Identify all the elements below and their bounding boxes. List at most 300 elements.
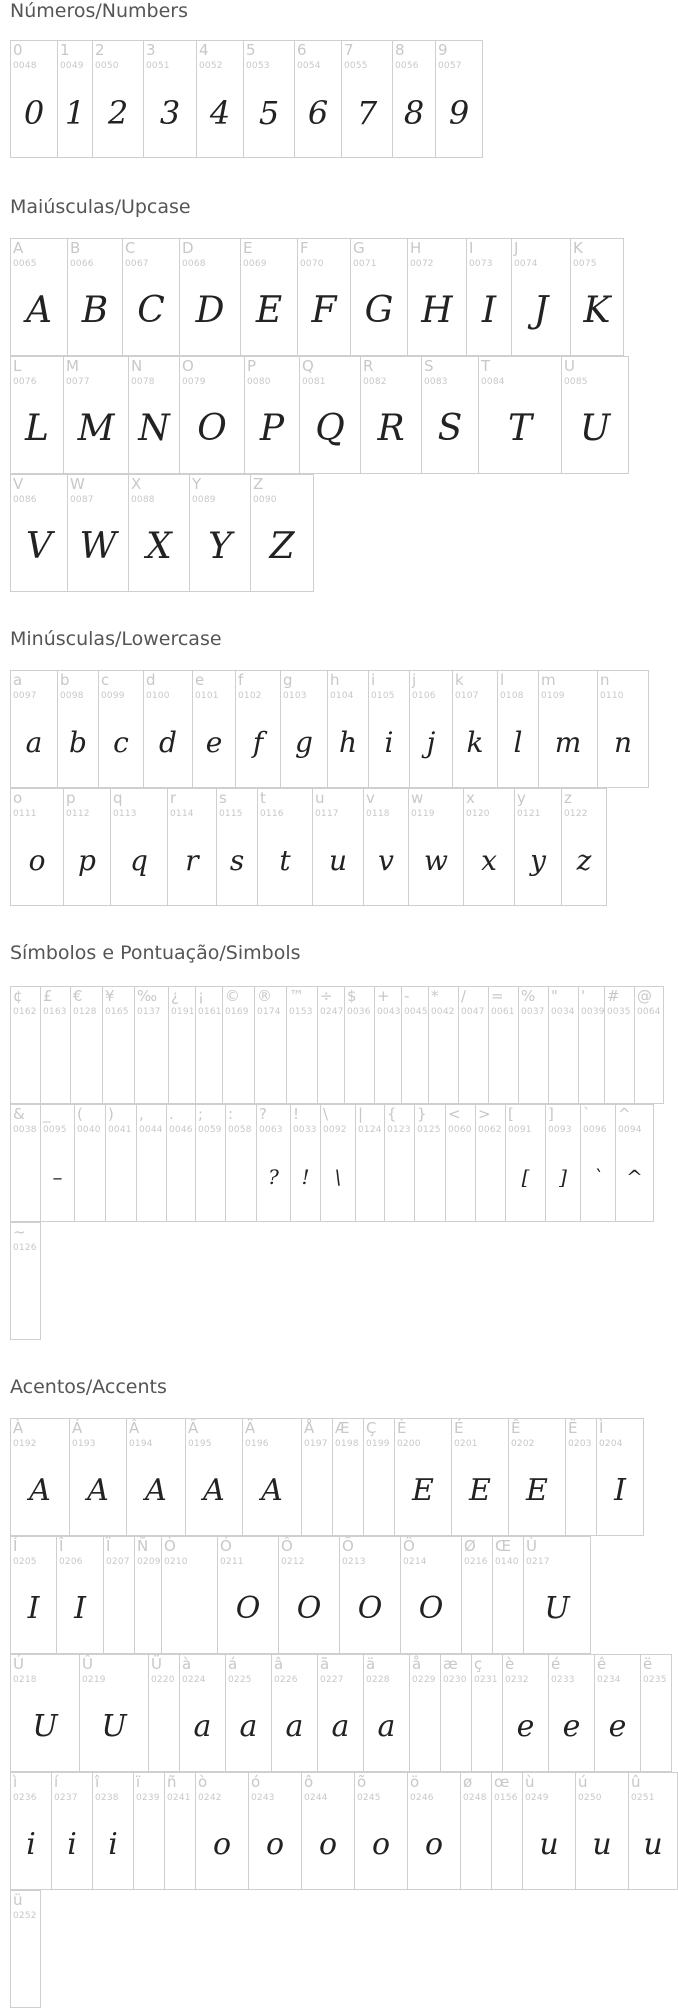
glyph-cell [339,1536,401,1654]
char-label: O [182,357,194,375]
glyph-cell [235,670,281,788]
glyph-cell [488,986,519,1104]
glyph-cell [478,356,562,474]
char-code: 0207 [106,1557,130,1567]
glyph-sample: A [261,1473,283,1508]
char-code: 0126 [13,1243,37,1253]
char-label: R [363,357,374,375]
glyph-sample: P [259,408,285,449]
glyph-cell [250,474,314,592]
char-label: á [228,1655,238,1673]
glyph-cell [466,238,512,356]
char-code: 0209 [137,1557,161,1567]
glyph-sample: W [79,526,117,567]
glyph-sample: Q [315,408,345,449]
char-code: 0201 [454,1439,478,1449]
glyph-sample: i [384,726,394,759]
char-code: 0211 [220,1557,244,1567]
char-label: Á [72,1419,83,1437]
char-code: 0049 [60,61,84,71]
glyph-cell [67,238,123,356]
glyph-sample: I [481,290,497,331]
char-code: 0193 [72,1439,96,1449]
char-code: 0050 [95,61,119,71]
glyph-cell [502,1654,549,1772]
glyph-sample: U [32,1709,58,1744]
char-code: 0174 [257,1007,281,1017]
glyph-sample: C [137,290,165,331]
char-label: z [564,789,572,807]
char-code: 0251 [631,1793,655,1803]
char-code: 0065 [13,259,37,269]
char-code: 0109 [541,691,565,701]
char-label: ê [597,1655,607,1673]
char-label: / [461,987,467,1005]
char-code: 0140 [495,1557,519,1567]
glyph-sample: a [285,1709,304,1744]
char-label: i [371,671,376,689]
glyph-sample: q [130,844,148,877]
glyph-cell [79,1654,149,1772]
glyph-cell [192,670,236,788]
char-label: ` [583,1105,591,1123]
glyph-cell [312,788,364,906]
char-code: 0037 [521,1007,545,1017]
glyph-sample: w [424,844,448,877]
char-label: ú [578,1773,588,1791]
char-label: N [131,357,143,375]
char-code: 0099 [101,691,125,701]
glyph-cell [161,1536,218,1654]
char-code: 0205 [13,1557,37,1567]
glyph-sample: o [265,1827,285,1862]
char-code: 0243 [251,1793,275,1803]
glyph-cell [179,238,241,356]
glyph-cell [243,40,295,158]
glyph-sample: m [554,726,582,759]
char-label: Ï [106,1537,111,1555]
glyph-cell [134,986,169,1104]
char-code: 0093 [548,1125,572,1135]
char-label: Ò [164,1537,176,1555]
char-label: Z [253,475,264,493]
glyph-cell [290,1104,321,1222]
char-code: 0245 [357,1793,381,1803]
char-label: ¥ [105,987,115,1005]
glyph-cell [451,1418,509,1536]
glyph-cell [143,40,197,158]
char-code: 0111 [13,809,37,819]
char-code: 0042 [431,1007,455,1017]
glyph-sample: I [27,1591,40,1626]
char-code: 0064 [637,1007,661,1017]
glyph-cell [570,238,624,356]
char-code: 0046 [169,1125,193,1135]
glyph-row-lowercase [10,670,648,788]
glyph-cell [57,670,99,788]
char-label: J [514,239,519,257]
char-label: ; [198,1105,204,1123]
glyph-cell [491,1772,523,1890]
glyph-cell [511,238,571,356]
glyph-cell [240,238,298,356]
char-code: 0078 [131,377,155,387]
glyph-cell [458,986,489,1104]
char-code: 0085 [564,377,588,387]
glyph-sample: 1 [64,94,86,132]
glyph-sample: 2 [107,94,129,132]
char-label: Ñ [137,1537,149,1555]
glyph-sample: E [412,1473,434,1508]
char-label: ë [643,1655,653,1673]
glyph-cell [195,1104,226,1222]
glyph-sample: O [418,1591,444,1626]
glyph-cell [301,1418,333,1536]
char-label: ] [548,1105,554,1123]
char-label: r [170,789,177,807]
char-label: Í [13,1537,18,1555]
char-code: 0045 [404,1007,428,1017]
glyph-cell [70,986,103,1104]
char-label: e [195,671,205,689]
char-label: ) [108,1105,114,1123]
char-label: > [478,1105,491,1123]
glyph-cell [332,1418,364,1536]
char-code: 0036 [347,1007,371,1017]
char-code: 0112 [66,809,90,819]
char-code: 0220 [151,1675,175,1685]
glyph-row-symbols [10,986,663,1104]
glyph-sample: ? [268,1165,279,1189]
glyph-cell [297,238,351,356]
char-label: Ù [526,1537,537,1555]
char-label: € [73,987,83,1005]
char-label: V [13,475,24,493]
glyph-cell [523,1536,591,1654]
char-label: £ [43,987,53,1005]
glyph-cell [545,1104,581,1222]
glyph-sample: 5 [258,94,280,132]
glyph-cell [628,1772,678,1890]
glyph-cell [217,1536,279,1654]
glyph-cell [164,1772,196,1890]
char-code: 0103 [283,691,307,701]
glyph-sample: ] [559,1165,567,1189]
glyph-cell [167,788,217,906]
glyph-cell [407,238,467,356]
char-code: 0116 [260,809,284,819]
glyph-cell [440,1654,472,1772]
glyph-cell [452,670,498,788]
char-label: % [521,987,536,1005]
char-label: Æ [335,1419,350,1437]
char-label: " [551,987,558,1005]
glyph-cell [580,1104,616,1222]
glyph-sample: a [239,1709,258,1744]
glyph-sample: o [318,1827,338,1862]
glyph-sample: f [252,726,264,759]
char-label: ä [366,1655,376,1673]
glyph-sample: V [26,526,52,567]
char-label: k [455,671,464,689]
char-code: 0119 [411,809,435,819]
char-label: U [564,357,575,375]
char-label: , [139,1105,144,1123]
char-label: G [353,239,365,257]
char-code: 0122 [564,809,588,819]
glyph-cell [363,1418,395,1536]
glyph-cell [475,1104,506,1222]
glyph-cell [256,1104,291,1222]
glyph-cell [286,986,318,1104]
glyph-sample: s [229,844,245,877]
char-label: [ [508,1105,514,1123]
char-code: 0059 [198,1125,222,1135]
char-code: 0161 [198,1007,222,1017]
char-label: c [101,671,110,689]
glyph-cell [350,238,408,356]
glyph-cell [105,1104,137,1222]
glyph-cell [122,238,180,356]
char-label: Õ [342,1537,354,1555]
glyph-row-lowercase [10,788,606,906]
glyph-cell [280,670,328,788]
glyph-sample: o [28,844,46,877]
glyph-cell [294,40,342,158]
char-label: W [70,475,85,493]
char-label: s [219,789,227,807]
char-label: © [225,987,240,1005]
char-label: ~ [13,1223,26,1241]
char-code: 0203 [568,1439,592,1449]
char-code: 0125 [417,1125,441,1135]
char-label: K [573,239,583,257]
glyph-sample: z [576,844,592,877]
char-label: < [448,1105,461,1123]
glyph-cell [51,1772,93,1890]
glyph-cell [634,986,664,1104]
char-label: û [631,1773,641,1791]
glyph-cell [103,1536,135,1654]
char-label: f [238,671,244,689]
glyph-cell [10,1654,80,1772]
char-label: ÷ [320,987,333,1005]
char-label: ì [13,1773,18,1791]
glyph-cell [166,1104,196,1222]
char-code: 0102 [238,691,262,701]
char-code: 0228 [366,1675,390,1685]
char-label: T [481,357,491,375]
char-code: 0095 [43,1125,67,1135]
char-code: 0089 [192,495,216,505]
char-code: 0225 [228,1675,252,1685]
char-code: 0229 [412,1675,436,1685]
glyph-cell [102,986,135,1104]
char-label: à [182,1655,192,1673]
glyph-cell [69,1418,127,1536]
glyph-cell [225,1654,272,1772]
glyph-cell [179,1654,226,1772]
char-code: 0238 [95,1793,119,1803]
char-label: a [13,671,23,689]
char-code: 0241 [167,1793,191,1803]
char-code: 0199 [366,1439,390,1449]
char-code: 0217 [526,1557,550,1567]
char-label: * [431,987,439,1005]
char-code: 0062 [478,1125,502,1135]
glyph-cell [185,1418,243,1536]
char-label: Û [82,1655,93,1673]
glyph-sample: u [643,1827,663,1862]
glyph-cell [408,788,464,906]
glyph-sample: \ [334,1165,342,1189]
char-label: ô [304,1773,314,1791]
char-label: 0 [13,41,23,59]
section-title-lowercase: Minúsculas/Lowercase [10,628,222,650]
glyph-cell [248,1772,302,1890]
glyph-cell [148,1654,180,1772]
char-label: S [424,357,434,375]
char-label: Ì [599,1419,604,1437]
char-label: 7 [344,41,354,59]
glyph-row-accents [10,1772,677,1890]
char-code: 0219 [82,1675,106,1685]
glyph-cell [222,986,255,1104]
glyph-sample: o [424,1827,444,1862]
glyph-sample: u [592,1827,612,1862]
char-label: P [247,357,257,375]
glyph-sample: y [530,844,546,877]
char-label: y [517,789,526,807]
glyph-sample: o [371,1827,391,1862]
glyph-row-accents [10,1418,643,1536]
glyph-sample: B [81,290,109,331]
glyph-cell [242,1418,302,1536]
glyph-cell [428,986,459,1104]
char-code: 0218 [13,1675,37,1685]
glyph-cell [56,1536,104,1654]
glyph-sample: l [513,726,523,759]
char-code: 0247 [320,1007,344,1017]
char-label: Â [129,1419,140,1437]
char-code: 0098 [60,691,84,701]
char-label: é [551,1655,561,1673]
char-code: 0040 [77,1125,101,1135]
char-code: 0213 [342,1557,366,1567]
glyph-cell [10,1418,70,1536]
char-label: Y [192,475,202,493]
char-code: 0044 [139,1125,163,1135]
char-code: 0055 [344,61,368,71]
char-label: Ö [403,1537,415,1555]
char-code: 0072 [410,259,434,269]
char-code: 0084 [481,377,505,387]
glyph-cell [409,1654,441,1772]
char-code: 0106 [412,691,436,701]
char-code: 0071 [353,259,377,269]
glyph-sample: R [377,408,405,449]
char-label: 8 [395,41,405,59]
char-code: 0226 [274,1675,298,1685]
char-code: 0034 [551,1007,575,1017]
char-code: 0236 [13,1793,37,1803]
glyph-cell [40,1104,75,1222]
char-code: 0082 [363,377,387,387]
char-code: 0216 [464,1557,488,1567]
char-code: 0200 [397,1439,421,1449]
char-label: È [397,1419,407,1437]
char-code: 0192 [13,1439,37,1449]
glyph-sample: T [507,408,532,449]
glyph-cell [401,986,429,1104]
char-code: 0244 [304,1793,328,1803]
glyph-cell [189,474,251,592]
glyph-cell [561,788,607,906]
char-code: 0124 [358,1125,382,1135]
glyph-sample: I [74,1591,86,1626]
glyph-cell [394,1418,452,1536]
glyph-cell [414,1104,446,1222]
char-label: Ê [511,1419,521,1437]
glyph-cell [92,1772,134,1890]
glyph-cell [522,1772,576,1890]
glyph-sample: ! [301,1165,310,1189]
glyph-cell [67,474,129,592]
glyph-sample: Z [269,526,295,567]
char-label: d [146,671,156,689]
glyph-sample: o [212,1827,232,1862]
char-label: = [491,987,504,1005]
glyph-cell [392,40,436,158]
glyph-sample: b [69,726,87,759]
section-title-numbers: Números/Numbers [10,0,188,22]
char-code: 0156 [494,1793,518,1803]
glyph-cell [518,986,549,1104]
glyph-cell [409,670,453,788]
glyph-cell [508,1418,566,1536]
glyph-cell [538,670,598,788]
glyph-cell [74,1104,106,1222]
glyph-cell [10,356,64,474]
char-code: 0056 [395,61,419,71]
char-code: 0212 [281,1557,305,1567]
char-code: 0137 [137,1007,161,1017]
glyph-sample: 9 [448,94,470,132]
char-label: ò [198,1773,208,1791]
char-code: 0242 [198,1793,222,1803]
glyph-sample: t [279,844,291,877]
char-code: 0117 [315,809,339,819]
char-code: 0068 [182,259,206,269]
char-label: x [466,789,475,807]
char-code: 0115 [219,809,243,819]
glyph-cell [110,788,168,906]
char-label: Î [59,1537,64,1555]
glyph-sample: A [203,1473,225,1508]
glyph-sample: A [87,1473,109,1508]
char-code: 0086 [13,495,37,505]
char-code: 0058 [228,1125,252,1135]
char-label: è [505,1655,515,1673]
char-label: : [228,1105,234,1123]
char-code: 0047 [461,1007,485,1017]
glyph-sample: j [426,726,436,759]
char-code: 0202 [511,1439,535,1449]
glyph-cell [341,40,393,158]
glyph-cell [10,1772,52,1890]
char-label: Q [302,357,314,375]
glyph-cell [565,1418,597,1536]
